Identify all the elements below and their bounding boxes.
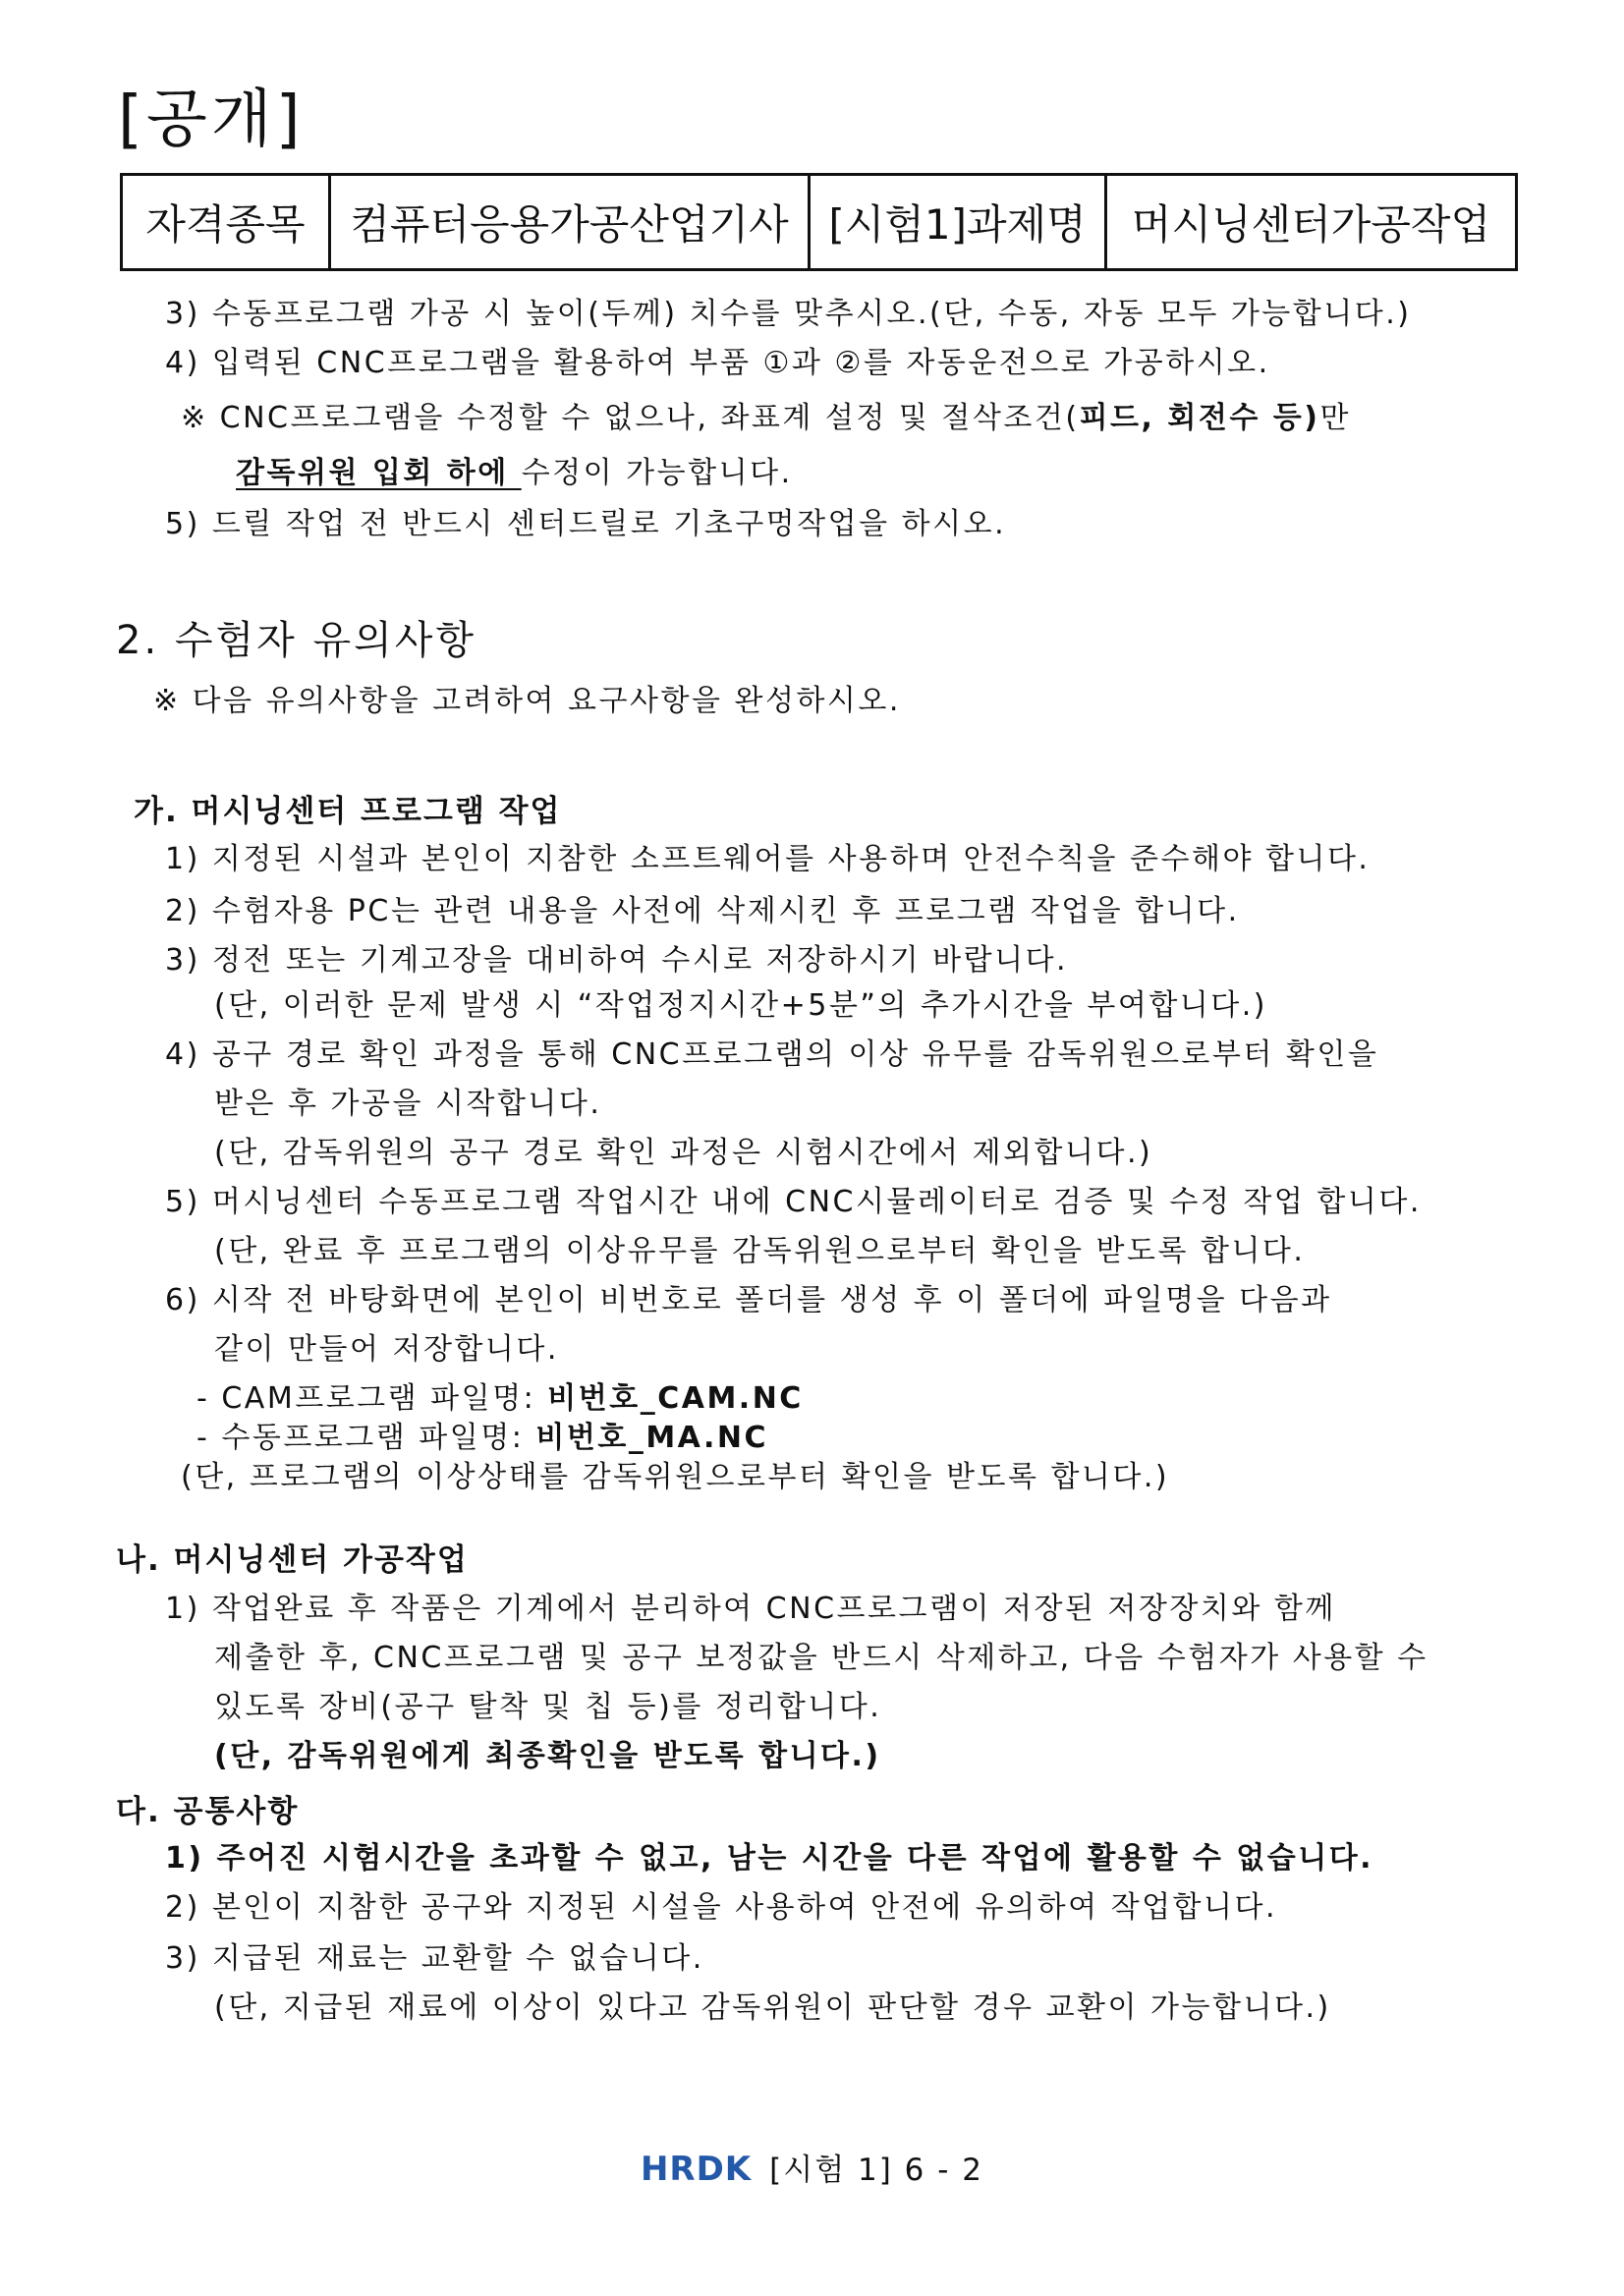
ga-item-5-note: (단, 완료 후 프로그램의 이상유무를 감독위원으로부터 확인을 받도록 합니다.: [214, 1234, 1306, 1268]
filename-manual-label: - 수동프로그램 파일명:: [196, 1421, 536, 1455]
da-item-1: 1) 주어진 시험시간을 초과할 수 없고, 남는 시간을 다른 작업에 활용할 수 없습니다.: [165, 1841, 1374, 1876]
na-item-1-cont2: 있도록 장비(공구 탈착 및 칩 등)를 정리합니다.: [214, 1690, 882, 1724]
requirement-item-3: 3) 수동프로그램 가공 시 높이(두께) 치수를 맞추시오.(단, 수동, 자동 모두 가능합니다.): [165, 297, 1412, 331]
na-item-1: 1) 작업완료 후 작품은 기계에서 분리하여 CNC프로그램이 저장된 저장장치와 함께: [165, 1592, 1336, 1626]
filename-manual: [196, 1419, 768, 1458]
hrdk-logo: HRDK: [640, 2150, 753, 2189]
subsection-title-ga: 가. 머시닝센터 프로그램 작업: [134, 794, 562, 829]
note-cont-text: 수정이 가능합니다.: [521, 456, 793, 490]
ga-item-1: 1) 지정된 시설과 본인이 지참한 소프트웨어를 사용하며 안전수칙을 준수해야 합니다.: [165, 842, 1371, 876]
task-label-cell: [시험1]과제명: [810, 175, 1106, 270]
ga-item-4-note: (단, 감독위원의 공구 경로 확인 과정은 시험시간에서 제외합니다.): [214, 1136, 1153, 1170]
stamp-label: [공개]: [118, 84, 305, 156]
ga-item-5: 5) 머시닝센터 수동프로그램 작업시간 내에 CNC시뮬레이터로 검증 및 수정 작업 합니다.: [165, 1185, 1422, 1219]
exam-info-table: [120, 173, 1518, 271]
section-note: ※ 다음 유의사항을 고려하여 요구사항을 완성하시오.: [153, 684, 901, 718]
subsection-title-na: 나. 머시닝센터 가공작업: [116, 1542, 469, 1578]
ga-item-4: 4) 공구 경로 확인 과정을 통해 CNC프로그램의 이상 유무를 감독위원으로부터 확인을: [165, 1037, 1379, 1072]
filename-cam-value: 비번호_CAM.NC: [547, 1381, 804, 1416]
filename-cam-label: - CAM프로그램 파일명:: [196, 1381, 548, 1416]
filename-manual-value: 비번호_MA.NC: [535, 1421, 768, 1455]
da-item-2: 2) 본인이 지참한 공구와 지정된 시설을 사용하여 안전에 유의하여 작업합니다.: [165, 1890, 1278, 1925]
ga-item-6: 6) 시작 전 바탕화면에 본인이 비번호로 폴더를 생성 후 이 폴더에 파일명을 다음과: [165, 1283, 1332, 1317]
ga-item-6-note: (단, 프로그램의 이상상태를 감독위원으로부터 확인을 받도록 합니다.): [181, 1460, 1170, 1494]
note-suffix: 만: [1319, 401, 1351, 435]
ga-item-3: 3) 정전 또는 기계고장을 대비하여 수시로 저장하시기 바랍니다.: [165, 943, 1069, 978]
filename-cam: [196, 1379, 804, 1419]
page-footer: [0, 2145, 1624, 2189]
requirement-item-4: 4) 입력된 CNC프로그램을 활용하여 부품 ①과 ②를 자동운전으로 가공하시오.: [165, 346, 1270, 380]
section-title: 2. 수험자 유의사항: [116, 618, 477, 663]
da-item-3: 3) 지급된 재료는 교환할 수 없습니다.: [165, 1941, 704, 1976]
ga-item-4-cont: 받은 후 가공을 시작합니다.: [214, 1087, 602, 1121]
task-value-cell: 머시닝센터가공작업: [1106, 175, 1517, 270]
ga-item-3-note: (단, 이러한 문제 발생 시 “작업정지시간+5분”의 추가시간을 부여합니다.): [214, 988, 1268, 1023]
requirement-item-5: 5) 드릴 작업 전 반드시 센터드릴로 기초구멍작업을 하시오.: [165, 507, 1007, 541]
ga-item-6-cont: 같이 만들어 저장합니다.: [214, 1332, 559, 1367]
note-underline-text: 감독위원 입회 하에: [236, 456, 522, 490]
note-bold-text: 피드, 회전수 등): [1079, 401, 1320, 435]
page-number: [시험 1] 6 - 2: [769, 2153, 984, 2188]
ga-item-2: 2) 수험자용 PC는 관련 내용을 사전에 삭제시킨 후 프로그램 작업을 합니다.: [165, 894, 1240, 928]
da-item-3-note: (단, 지급된 재료에 이상이 있다고 감독위원이 판단할 경우 교환이 가능합니다.): [214, 1990, 1331, 2025]
na-item-1-cont: 제출한 후, CNC프로그램 및 공구 보정값을 반드시 삭제하고, 다음 수험자가 사용할 수: [214, 1641, 1428, 1675]
na-item-1-note: (단, 감독위원에게 최종확인을 받도록 합니다.): [214, 1739, 881, 1773]
note-text: ※ CNC프로그램을 수정할 수 없으나, 좌표계 설정 및 절삭조건(: [181, 401, 1080, 435]
field-label-cell: 자격종목: [122, 175, 330, 270]
subsection-title-da: 다. 공통사항: [116, 1794, 300, 1829]
requirement-note-cont: [236, 454, 793, 493]
requirement-note: [181, 399, 1351, 438]
field-value-cell: 컴퓨터응용가공산업기사: [330, 175, 810, 270]
